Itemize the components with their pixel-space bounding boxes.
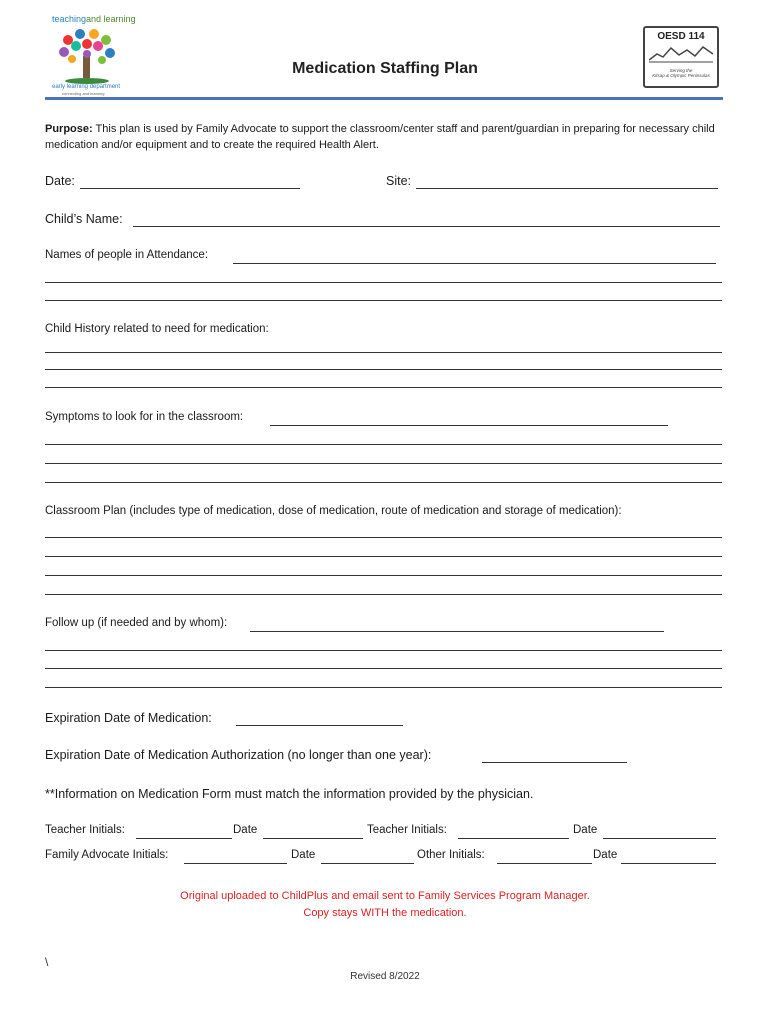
- classroom-plan-label: Classroom Plan (includes type of medication, dose of medication, route of medication and storage of medication):: [45, 505, 622, 517]
- symptoms-field-line-2[interactable]: [45, 444, 722, 445]
- logo-text-tagline: connecting and learning: [62, 91, 105, 96]
- history-field-line-2[interactable]: [45, 369, 722, 370]
- logo-text-top: [52, 14, 136, 24]
- oesd-name: OESD 114: [657, 31, 705, 42]
- date-label-4: Date: [593, 849, 618, 861]
- date-label: Date:: [45, 174, 75, 188]
- attendance-field-line-2[interactable]: [45, 282, 722, 283]
- follow-up-label: Follow up (if needed and by whom):: [45, 617, 228, 629]
- date-label-2: Date: [573, 824, 598, 836]
- attendance-field-line-3[interactable]: [45, 300, 722, 301]
- teacher-initials-label-2: Teacher Initials:: [367, 824, 447, 836]
- history-field-line-3[interactable]: [45, 387, 722, 388]
- date-field-1[interactable]: [263, 838, 363, 839]
- teaching-and-learning-logo: [48, 14, 136, 98]
- mountain-icon: [649, 44, 713, 64]
- classroom-plan-field-line-4[interactable]: [45, 594, 722, 595]
- symptoms-field-line-3[interactable]: [45, 463, 722, 464]
- symptoms-field-line-1[interactable]: [270, 425, 668, 426]
- follow-up-field-line-1[interactable]: [250, 631, 664, 632]
- purpose-label: Purpose:: [45, 123, 93, 135]
- follow-up-field-line-3[interactable]: [45, 668, 722, 669]
- history-label: Child History related to need for medication:: [45, 323, 269, 335]
- date-field-4[interactable]: [621, 863, 716, 864]
- teacher-initials-label-1: Teacher Initials:: [45, 824, 125, 836]
- purpose-text: This plan is used by Family Advocate to support the classroom/center staff and parent/guardian in preparing for necessary child medication and/or equipment and to create the required Health Alert.: [45, 123, 715, 151]
- date-label-3: Date: [291, 849, 316, 861]
- symptoms-label: Symptoms to look for in the classroom:: [45, 411, 244, 423]
- family-advocate-initials-field[interactable]: [184, 863, 287, 864]
- logo-text-department: early learning department: [52, 84, 121, 90]
- logo-word-teaching: teaching: [52, 14, 87, 24]
- date-field-2[interactable]: [603, 838, 716, 839]
- child-name-field[interactable]: [133, 226, 720, 227]
- oesd-114-logo: [643, 26, 719, 88]
- physician-note: **Information on Medication Form must match the information provided by the physician.: [45, 787, 534, 801]
- child-name-label: Child’s Name:: [45, 212, 123, 226]
- date-field[interactable]: [80, 188, 300, 189]
- classroom-plan-field-line-3[interactable]: [45, 575, 722, 576]
- purpose-paragraph: [45, 121, 725, 153]
- page-title: Medication Staffing Plan: [292, 60, 478, 77]
- other-initials-label: Other Initials:: [417, 849, 485, 861]
- header-rule: [45, 97, 723, 100]
- other-initials-field[interactable]: [497, 863, 592, 864]
- expiration-authorization-label: Expiration Date of Medication Authorization (no longer than one year):: [45, 748, 432, 762]
- teacher-initials-field-1[interactable]: [136, 838, 232, 839]
- revised-date: Revised 8/2022: [350, 971, 420, 982]
- attendance-field-line-1[interactable]: [233, 263, 716, 264]
- oesd-subtitle: [645, 68, 717, 78]
- expiration-medication-field[interactable]: [236, 725, 403, 726]
- logo-word-learning: and learning: [86, 14, 136, 24]
- teacher-initials-field-2[interactable]: [458, 838, 569, 839]
- classroom-plan-field-line-1[interactable]: [45, 537, 722, 538]
- follow-up-field-line-4[interactable]: [45, 687, 722, 688]
- site-field[interactable]: [416, 188, 718, 189]
- follow-up-field-line-2[interactable]: [45, 650, 722, 651]
- upload-notice: Original uploaded to ChildPlus and email sent to Family Services Program Manager.: [180, 890, 590, 902]
- oesd-subtitle-line1: Serving the: [669, 68, 693, 73]
- oesd-subtitle-line2: Kitsap & Olympic Peninsulas: [652, 73, 710, 78]
- classroom-plan-field-line-2[interactable]: [45, 556, 722, 557]
- expiration-medication-label: Expiration Date of Medication:: [45, 711, 212, 725]
- stray-backslash: \: [45, 955, 49, 969]
- site-label: Site:: [386, 174, 412, 188]
- copy-notice: Copy stays WITH the medication.: [303, 907, 467, 919]
- symptoms-field-line-4[interactable]: [45, 482, 722, 483]
- date-label-1: Date: [233, 824, 258, 836]
- attendance-label: Names of people in Attendance:: [45, 249, 209, 261]
- history-field-line-1[interactable]: [45, 352, 722, 353]
- family-advocate-initials-label: Family Advocate Initials:: [45, 849, 169, 861]
- date-field-3[interactable]: [321, 863, 414, 864]
- expiration-authorization-field[interactable]: [482, 762, 627, 763]
